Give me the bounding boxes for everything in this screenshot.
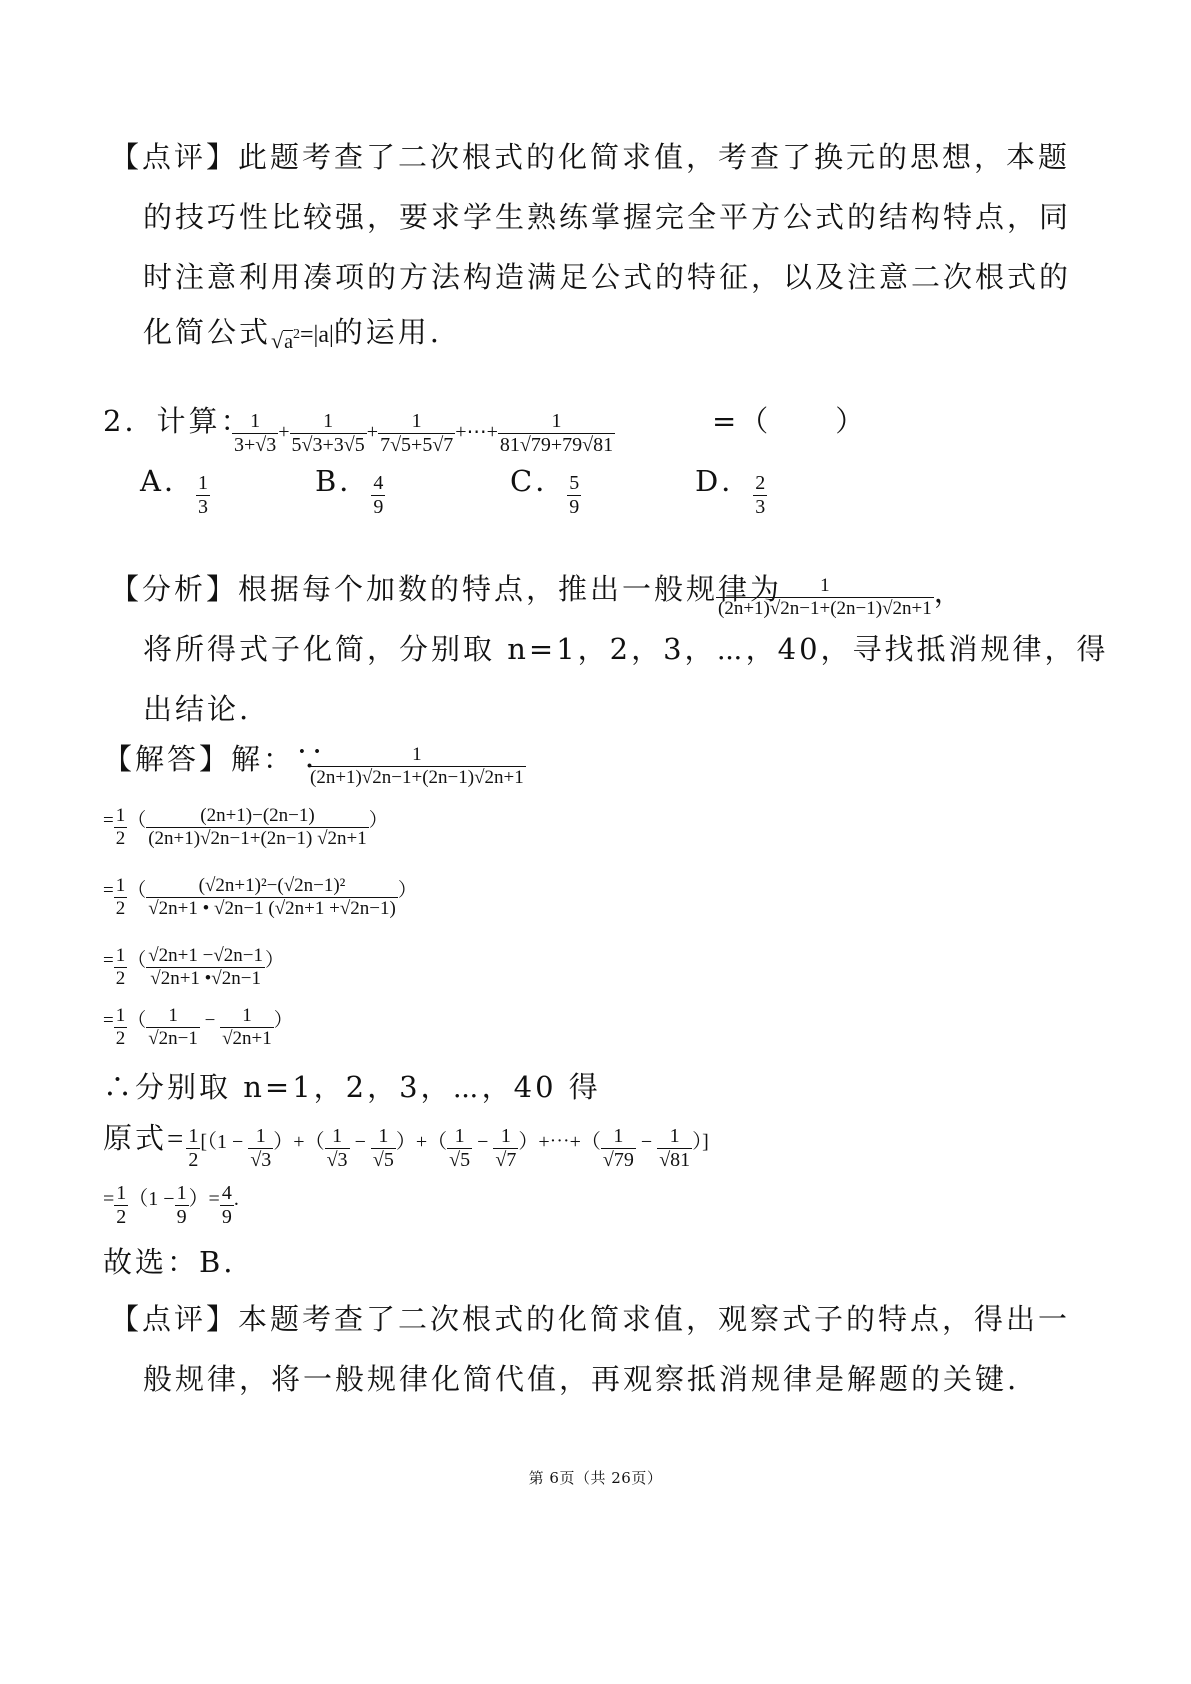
solution-final: = $\frac{1}{2}$ （1 − $\frac{1}{9}$ ）= $\frac{4}{9}$ . (103, 1182, 239, 1228)
formula-radicand: a (284, 331, 293, 353)
review1-line2: 的技巧性比较强，要求学生熟练掌握完全平方公式的结构特点，同 (143, 200, 1072, 234)
review1-label: 【点评】 (110, 140, 239, 174)
review1-prefix: 化简公式 (143, 315, 272, 349)
review1-suffix: 的运用. (333, 315, 442, 349)
analysis-label: 【分析】 (110, 572, 239, 606)
review1-line3: 时注意利用凑项的方法构造满足公式的特征，以及注意二次根式的 (143, 260, 1072, 294)
option-d: D． $\frac{2}{3}$ (695, 464, 766, 518)
ellipsis: +⋯+ (455, 421, 498, 444)
option-c: C． $\frac{5}{9}$ (510, 464, 580, 518)
solution-step1: = $\frac{1}{2}$ （ $\frac{(2n+1)-(2n-1)}{(2n+1)√2n-1+(2n-1) √2n+1}$ ） (103, 805, 388, 849)
answer-blank: =（ ） (712, 404, 868, 438)
solution-therefore: ∴分别取 n=1，2，3，⋯，40 得 (103, 1070, 601, 1104)
review1-line1 (110, 140, 1071, 174)
analysis-general-term: $\frac{1}{(2n+1)√2n-1+(2n-1)√2n+1}$ ， (718, 575, 966, 619)
review2-line1: 【点评】本题考查了二次根式的化简求值，观察式子的特点，得出一 (110, 1302, 1071, 1336)
term-2: $\frac{1}{5√3+3√5}$ (291, 410, 365, 456)
solution-step2: = $\frac{1}{2}$ （ $\frac{\text{(√2n+1)²−(√2n−1)²}}{√2n+1 • √2n-1 (√2n+1 +√2n-1)}$ ） (103, 875, 417, 919)
term-3: $\frac{1}{7√5+5√7}$ (380, 410, 454, 456)
solution-step0: $\frac{1}{(2n+1)√2n-1+(2n-1)√2n+1}$ (310, 744, 524, 788)
page-footer: 第 6页（共 26页） (528, 1469, 663, 1487)
formula-exponent: 2 (292, 327, 300, 342)
solution-label: 【解答】 (103, 742, 232, 776)
review2-line2: 般规律，将一般规律化简代值，再观察抵消规律是解题的关键. (143, 1362, 1020, 1396)
abs-formula: $√_a^2=|a|$ (271, 322, 334, 353)
review1-text: 此题考查了二次根式的化简求值，考查了换元的思想，本题 (238, 140, 1071, 174)
review1-line4 (143, 315, 442, 353)
review2-label: 【点评】 (110, 1302, 239, 1336)
question-expression: $\frac{1}{3+√3}$ + $\frac{1}{5√3+3√5}$ + $\frac{1}{7√5+5√7}$ +⋯+ $\frac{1}{81√79+79√81}$ (234, 410, 614, 456)
formula-rhs: =|a| (299, 322, 334, 348)
analysis-line3: 出结论. (143, 692, 252, 726)
solution-original: 原式= $\frac{1}{2}$ [（1 − $\frac{1}{√3}$ ）+（ $\frac{1}{√3}$ − $\frac{1}{√5}$ ）+（ $\frac{1}{√5}$ − $\frac{1}{√7}$ ）+⋯+（ $\frac{1}{√79}$ − $\frac{1}{√81}$ ）] (103, 1123, 709, 1171)
solution-choice: 故选：B. (103, 1245, 236, 1279)
analysis-line1: 【分析】根据每个加数的特点，推出一般规律为 (110, 572, 783, 606)
term-last: $\frac{1}{81√79+79√81}$ (499, 410, 614, 456)
solution-step4: = $\frac{1}{2}$ （ $\frac{1}{√2n-1}$ − $\frac{1}{√2n+1}$ ） (103, 1005, 293, 1049)
option-b: B． $\frac{4}{9}$ (315, 464, 384, 518)
solution-line1: 【解答】解：∵ (103, 742, 328, 776)
solution-step3: = $\frac{1}{2}$ （ $\frac{√2n+1 -√2n-1}{√2n+1 •√2n-1}$ ） (103, 945, 285, 989)
term-1: $\frac{1}{3+√3}$ (234, 410, 277, 456)
analysis-line2: 将所得式子化简，分别取 n=1，2，3，⋯，40，寻找抵消规律，得 (143, 632, 1109, 666)
option-a: A． $\frac{1}{3}$ (140, 464, 208, 518)
question-number: 2．计算： (103, 404, 253, 438)
